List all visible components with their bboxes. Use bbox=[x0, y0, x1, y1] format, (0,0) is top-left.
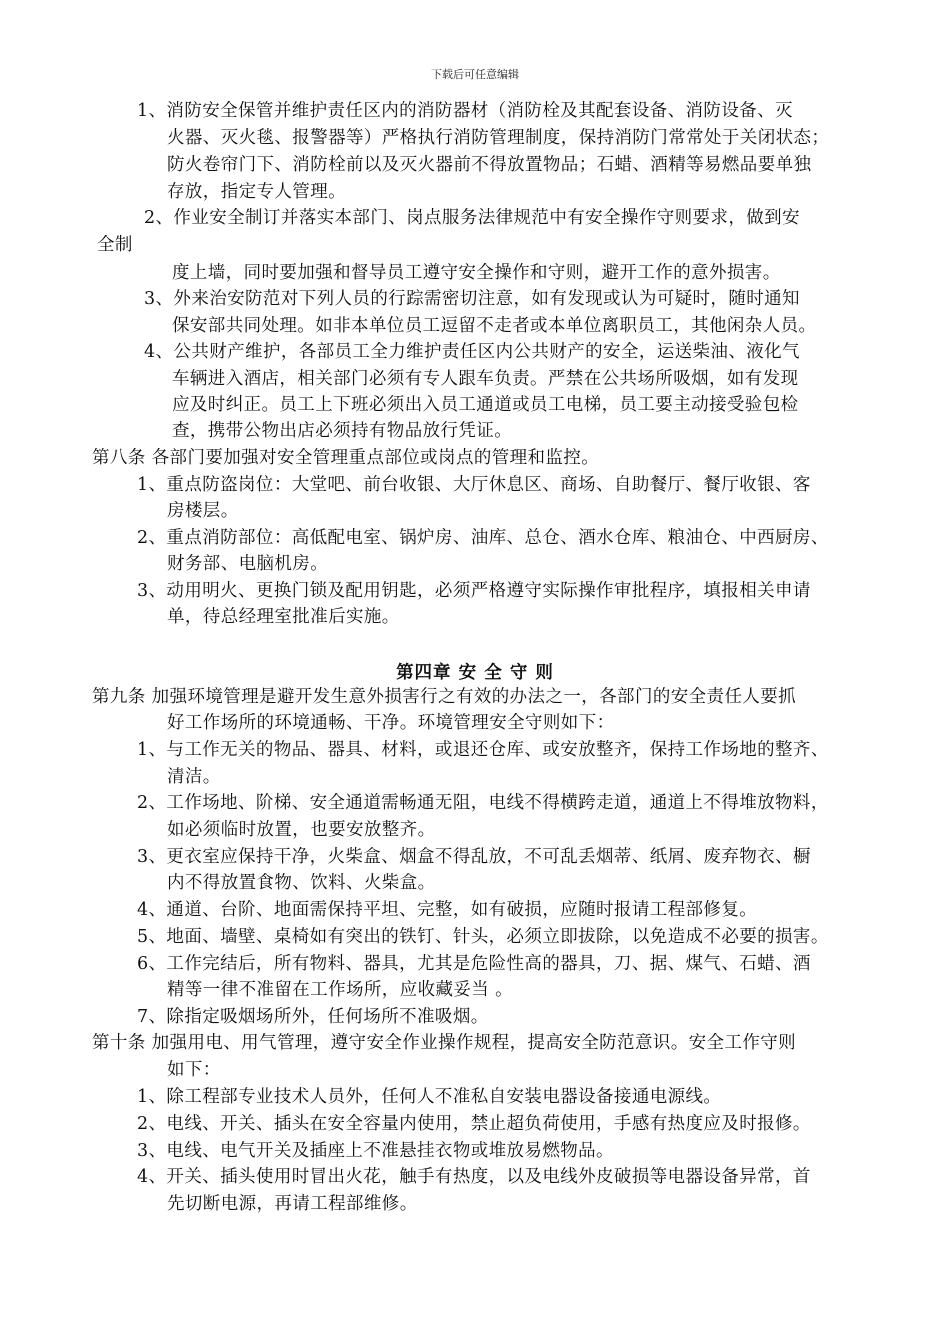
text-line: 2、作业安全制订并落实本部门、岗点服务法律规范中有安全操作守则要求，做到安 bbox=[144, 208, 800, 228]
text-line: 7、除指定吸烟场所外，任何场所不准吸烟。 bbox=[137, 1007, 489, 1027]
text-line: 火器、灭火毯、报警器等）严格执行消防管理制度，保持消防门常常处于关闭状态； bbox=[167, 128, 830, 148]
text-line: 车辆进入酒店，相关部门必须有专人跟车负责。严禁在公共场所吸烟，如有发现 bbox=[172, 369, 799, 389]
text-line: 3、电线、电气开关及插座上不准悬挂衣物或堆放易燃物品。 bbox=[137, 1141, 614, 1161]
text-line: 2、工作场地、阶梯、安全通道需畅通无阻，电线不得横跨走道，通道上不得堆放物料， bbox=[137, 793, 829, 813]
text-line: 3、动用明火、更换门锁及配用钥匙，必须严格遵守实际操作审批程序，填报相关申请 bbox=[137, 581, 811, 601]
text-line: 房楼层。 bbox=[167, 501, 239, 521]
text-line: 内不得放置食物、饮料、火柴盒。 bbox=[167, 873, 436, 893]
article-heading: 第十条 加强用电、用气管理，遵守安全作业操作规程，提高安全防范意识。安全工作守则 bbox=[92, 1033, 797, 1053]
text-line: 1、重点防盗岗位：大堂吧、前台收银、大厅休息区、商场、自助餐厅、餐厅收银、客 bbox=[137, 475, 811, 495]
text-line: 先切断电源，再请工程部维修。 bbox=[167, 1194, 418, 1214]
text-line: 4、开关、插头使用时冒出火花，触手有热度，以及电线外皮破损等电器设备异常，首 bbox=[137, 1167, 811, 1187]
text-line: 清洁。 bbox=[167, 767, 221, 787]
text-line: 1、消防安全保管并维护责任区内的消防器材（消防栓及其配套设备、消防设备、灭 bbox=[137, 101, 793, 121]
text-line: 查，携带公物出店必须持有物品放行凭证。 bbox=[172, 421, 513, 441]
text-line: 精等一律不准留在工作场所，应收藏妥当 。 bbox=[167, 980, 514, 1000]
text-line: 2、电线、开关、插头在安全容量内使用，禁止超负荷使用，手感有热度应及时报修。 bbox=[137, 1114, 811, 1134]
text-line: 4、通道、台阶、地面需保持平坦、完整，如有破损，应随时报请工程部修复。 bbox=[137, 900, 758, 920]
text-line: 保安部共同处理。如非本单位员工逗留不走者或本单位离职员工，其他闲杂人员。 bbox=[172, 316, 817, 336]
text-line: 度上墙，同时要加强和督导员工遵守安全操作和守则，避开工作的意外损害。 bbox=[172, 263, 781, 283]
chapter-title: 第四章 安 全 守 则 bbox=[396, 663, 554, 683]
text-line: 6、工作完结后，所有物料、器具，尤其是危险性高的器具，刀、据、煤气、石蜡、酒 bbox=[137, 954, 811, 974]
text-line: 1、与工作无关的物品、器具、材料，或退还仓库、或安放整齐，保持工作场地的整齐、 bbox=[137, 740, 829, 760]
article-heading: 第九条 加强环境管理是避开发生意外损害行之有效的办法之一，各部门的安全责任人要抓 bbox=[92, 687, 797, 707]
text-line: 如下： bbox=[167, 1060, 221, 1080]
page-header: 下载后可任意编辑 bbox=[431, 68, 519, 81]
text-line: 全制 bbox=[97, 235, 133, 255]
text-line: 3、外来治安防范对下列人员的行踪需密切注意，如有发现或认为可疑时，随时通知 bbox=[144, 289, 800, 309]
text-line: 好工作场所的环境通畅、干净。环境管理安全守则如下： bbox=[167, 713, 615, 733]
text-line: 应及时纠正。员工上下班必须出入员工通道或员工电梯，员工要主动接受验包检 bbox=[172, 395, 799, 415]
article-heading: 第八条 各部门要加强对安全管理重点部位或岗点的管理和监控。 bbox=[92, 448, 600, 468]
text-line: 5、地面、墙壁、桌椅如有突出的铁钉、针头，必须立即拔除，以免造成不必要的损害。 bbox=[137, 927, 829, 947]
text-line: 2、重点消防部位：高低配电室、锅炉房、油库、总仓、酒水仓库、粮油仓、中西厨房、 bbox=[137, 528, 829, 548]
text-line: 4、公共财产维护，各部员工全力维护责任区内公共财产的安全，运送柴油、液化气 bbox=[144, 342, 800, 362]
text-line: 存放，指定专人管理。 bbox=[167, 182, 346, 202]
text-line: 单，待总经理室批准后实施。 bbox=[167, 607, 400, 627]
text-line: 1、除工程部专业技术人员外，任何人不准私自安装电器设备接通电源线。 bbox=[137, 1087, 722, 1107]
text-line: 3、更衣室应保持干净，火柴盒、烟盒不得乱放，不可乱丢烟蒂、纸屑、废弃物衣、橱 bbox=[137, 847, 811, 867]
text-line: 如必须临时放置，也要安放整齐。 bbox=[167, 820, 436, 840]
text-line: 防火卷帘门下、消防栓前以及灭火器前不得放置物品；石蜡、酒精等易燃品要单独 bbox=[167, 155, 812, 175]
text-line: 财务部、电脑机房。 bbox=[167, 554, 329, 574]
